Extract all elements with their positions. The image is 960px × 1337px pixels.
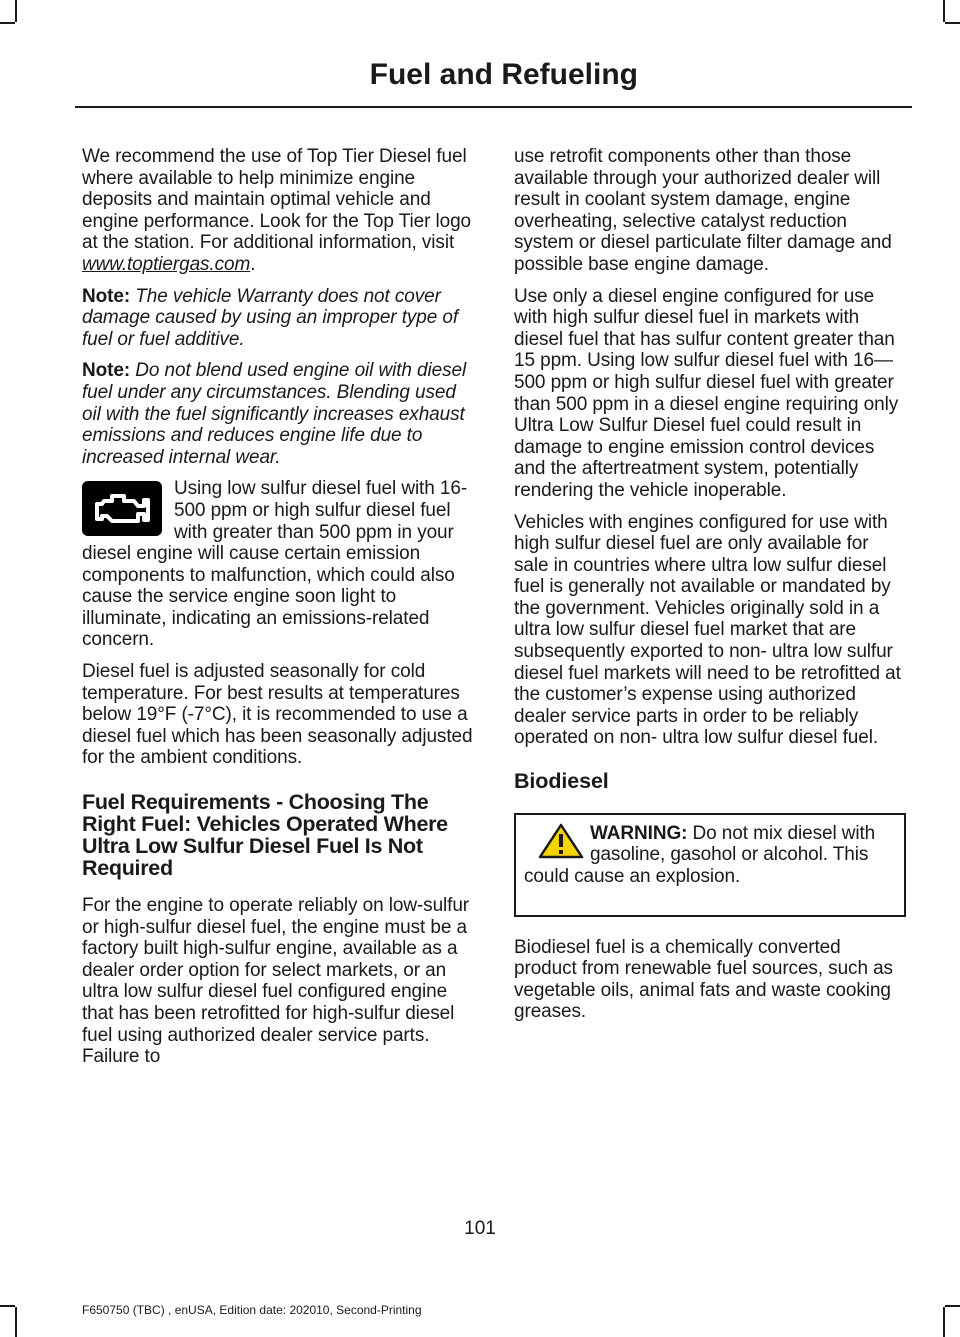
paragraph-top-tier <box>82 146 474 276</box>
note-label: Note: <box>82 360 131 382</box>
warning-text: Do not mix diesel with gasoline, gasohol or alcohol. This could cause an explosion. <box>524 822 876 887</box>
note-text: Do not blend used engine oil with diesel fuel under any circumstances. Blending used oil with the fuel significantly increases exhaust emissions and reduces engine life due to increased internal wear. <box>82 360 467 468</box>
section-title: Fuel and Refueling <box>369 58 638 91</box>
crop-mark <box>0 22 15 24</box>
paragraph-use-only: Use only a diesel engine configured for use with high sulfur diesel fuel in markets with diesel fuel that has sulfur content greater than 15 ppm. Using low sulfur diesel fuel with 16—500 ppm or high sulfur diesel fuel with greater than 500 ppm in a diesel engine requiring only Ultra Low Sulfur Diesel fuel could result in damage to engine emission control devices and the aftertreatment system, potentially rendering the vehicle inoperable. <box>514 285 899 501</box>
section-heading: Fuel Requirements - Choosing The Right Fuel: Vehicles Operated Where Ultra Low Sulfur Diesel Fuel Is Not Required <box>82 790 448 881</box>
paragraph-engine-operate: For the engine to operate reliably on low-sulfur or high-sulfur diesel fuel, the engine must be a factory built high-sulfur engine, available as a dealer order option for select markets, or an ultra low sulfur diesel fuel configured engine that has been retrofitted for high-sulfur diesel fuel using authorized dealer service parts. Failure to <box>82 895 470 1068</box>
footer-edition: F650750 (TBC) , enUSA, Edition date: 202010, Second-Printing <box>82 1303 422 1317</box>
header-divider <box>75 106 912 108</box>
note-label: Note: <box>82 285 131 307</box>
section-heading: Biodiesel <box>514 769 609 794</box>
engine-warning-icon <box>82 481 162 536</box>
crop-mark <box>943 0 945 22</box>
right-column <box>514 146 906 1033</box>
crop-mark <box>943 1307 945 1337</box>
warning-triangle-icon <box>538 823 584 859</box>
crop-mark <box>945 22 960 24</box>
warning-box <box>514 813 906 917</box>
crop-mark <box>15 1307 17 1337</box>
crop-mark <box>15 0 17 22</box>
paragraph-text: Using low sulfur diesel fuel with 16-500 ppm or high sulfur diesel fuel with greater than 500 ppm in your diesel engine will cause certain emission components to malfunction, which could also cause the service engine soon light to illuminate, indicating an emissions-related concern. <box>82 478 468 651</box>
note-used-oil <box>82 360 474 468</box>
paragraph-retrofit: use retrofit components other than those available through your authorized dealer will result in coolant system damage, engine overheating, selective catalyst reduction system or diesel particulate filter damage and possible base engine damage. <box>514 146 892 275</box>
paragraph-end: . <box>250 253 256 275</box>
paragraph-low-sulfur <box>82 478 474 651</box>
warning-label: WARNING: <box>590 822 688 844</box>
note-text: The vehicle Warranty does not cover damage caused by using an improper type of fuel or fuel additive. <box>82 285 459 350</box>
crop-mark <box>0 1305 15 1307</box>
paragraph-vehicles: Vehicles with engines configured for use with high sulfur diesel fuel are only available for sale in countries where ultra low sulfur diesel fuel is generally not available or mandated by the government. Vehicles originally sold in a ultra low sulfur diesel fuel market that are subsequently exported to non- ultra low sulfur diesel fuel markets will need to be retrofitted at the customer’s expense using authorized dealer service parts in order to be reliably operated on non- ultra low sulfur diesel fuel. <box>514 511 901 749</box>
page-number: 101 <box>464 1218 496 1239</box>
paragraph-text: We recommend the use of Top Tier Diesel fuel where available to help minimize engine deposits and maintain optimal vehicle and engine performance. Look for the Top Tier logo at the station. For additional information, visit <box>82 146 472 254</box>
left-column <box>82 146 474 1078</box>
paragraph-biodiesel: Biodiesel fuel is a chemically converted product from renewable fuel sources, such as vegetable oils, animal fats and waste cooking greases. <box>514 936 893 1023</box>
note-warranty <box>82 286 474 351</box>
paragraph-seasonal: Diesel fuel is adjusted seasonally for cold temperature. For best results at temperatures below 19°F (-7°C), it is recommended to use a diesel fuel which has been seasonally adjusted for the ambient conditions. <box>82 661 473 769</box>
crop-mark <box>945 1305 960 1307</box>
toptiergas-link[interactable]: www.toptiergas.com <box>82 253 251 275</box>
